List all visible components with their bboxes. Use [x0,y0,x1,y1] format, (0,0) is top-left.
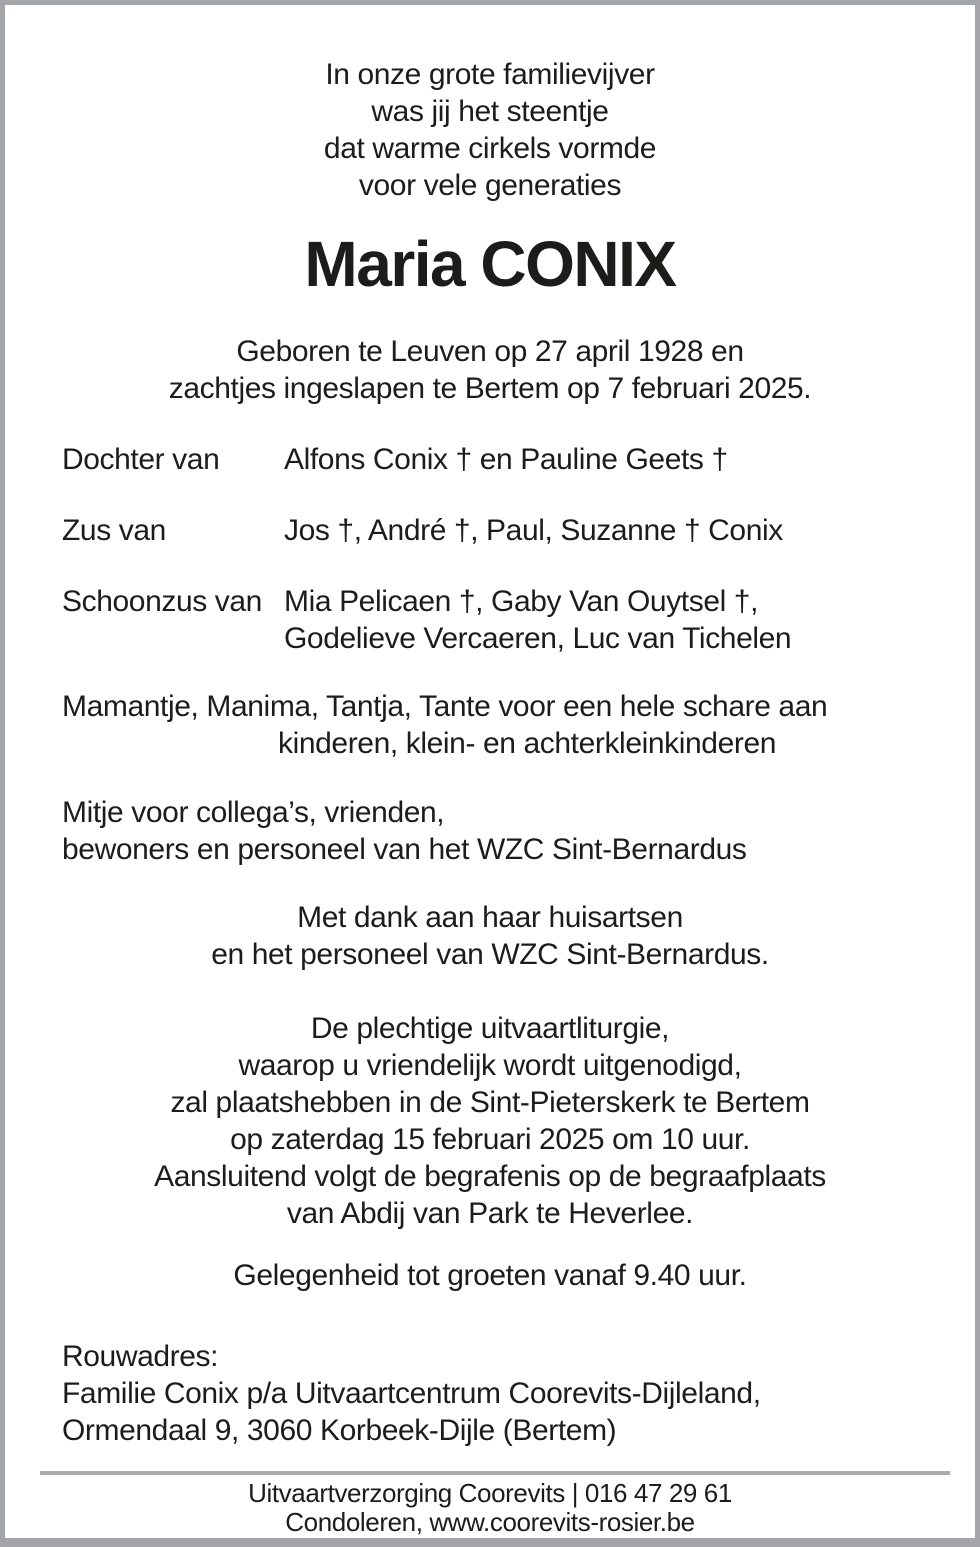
ceremony-block [5,1010,975,1232]
relation-value-line: Alfons Conix † en Pauline Geets † [284,443,728,476]
relation-label: Dochter van [62,443,220,476]
thanks-line: Met dank aan haar huisartsen [297,901,683,934]
relation-value-line: Mia Pelicaen †, Gaby Van Ouytsel †, [284,585,759,618]
relation-value-line: Jos †, André †, Paul, Suzanne † Conix [284,514,783,547]
relation-values [284,583,791,657]
mourning-address-line: Familie Conix p/a Uitvaartcentrum Coorevits-Dijleland, [62,1377,761,1410]
deceased-name: Maria CONIX [304,228,676,300]
relation-row-sister-in-law [62,583,975,657]
relations-section [5,441,975,657]
relation-values [284,441,728,478]
birth-death-block [5,333,975,407]
verse-line: In onze grote familievijver [325,58,655,91]
deceased-name-block [5,228,975,300]
mourning-address-line: Ormendaal 9, 3060 Korbeek-Dijle (Bertem) [62,1414,617,1447]
tribute-block [62,794,975,868]
family-roles-block [5,688,975,762]
footer-divider [40,1471,950,1475]
thanks-block [5,899,975,973]
ceremony-line: waarop u vriendelijk wordt uitgenodigd, [238,1049,742,1082]
opening-verse [5,56,975,204]
greeting-line: Gelegenheid tot groeten vanaf 9.40 uur. [233,1259,747,1292]
tribute-line: bewoners en personeel van het WZC Sint-Bernardus [62,833,747,866]
verse-line: dat warme cirkels vormde [323,132,657,165]
footer-block [5,1479,975,1537]
ceremony-line: op zaterdag 15 februari 2025 om 10 uur. [230,1123,750,1156]
relation-value-line: Godelieve Vercaeren, Luc van Tichelen [284,622,792,655]
thanks-line: en het personeel van WZC Sint-Bernardus. [211,938,769,971]
birth-death-line: zachtjes ingeslapen te Bertem op 7 februari 2025. [168,372,812,405]
family-roles-line: Mamantje, Manima, Tantja, Tante voor een hele schare aan [62,690,828,723]
ceremony-line: zal plaatshebben in de Sint-Pieterskerk te Bertem [170,1086,810,1119]
condolence-line: Condoleren, www.coorevits-rosier.be [285,1507,695,1537]
birth-death-line: Geboren te Leuven op 27 april 1928 en [236,335,744,368]
verse-line: was jij het steentje [371,95,609,128]
funeral-home-line: Uitvaartverzorging Coorevits | 016 47 29 61 [248,1478,732,1508]
relation-label: Schoonzus van [62,585,262,618]
verse-line: voor vele generaties [358,169,622,202]
relation-values [284,512,783,549]
ceremony-line: van Abdij van Park te Heverlee. [286,1197,694,1230]
greeting-block [5,1257,975,1294]
mourning-address-block [62,1338,975,1449]
ceremony-line: De plechtige uitvaartliturgie, [310,1012,670,1045]
relation-row-sister [62,512,975,549]
relation-label: Zus van [62,514,166,547]
ceremony-line: Aansluitend volgt de begrafenis op de begraafplaats [154,1160,826,1193]
relation-row-daughter [62,441,975,478]
tribute-line: Mitje voor collega’s, vrienden, [62,796,445,829]
family-roles-line: kinderen, klein- en achterkleinkinderen [278,727,777,760]
mourning-address-label: Rouwadres: [62,1340,219,1373]
